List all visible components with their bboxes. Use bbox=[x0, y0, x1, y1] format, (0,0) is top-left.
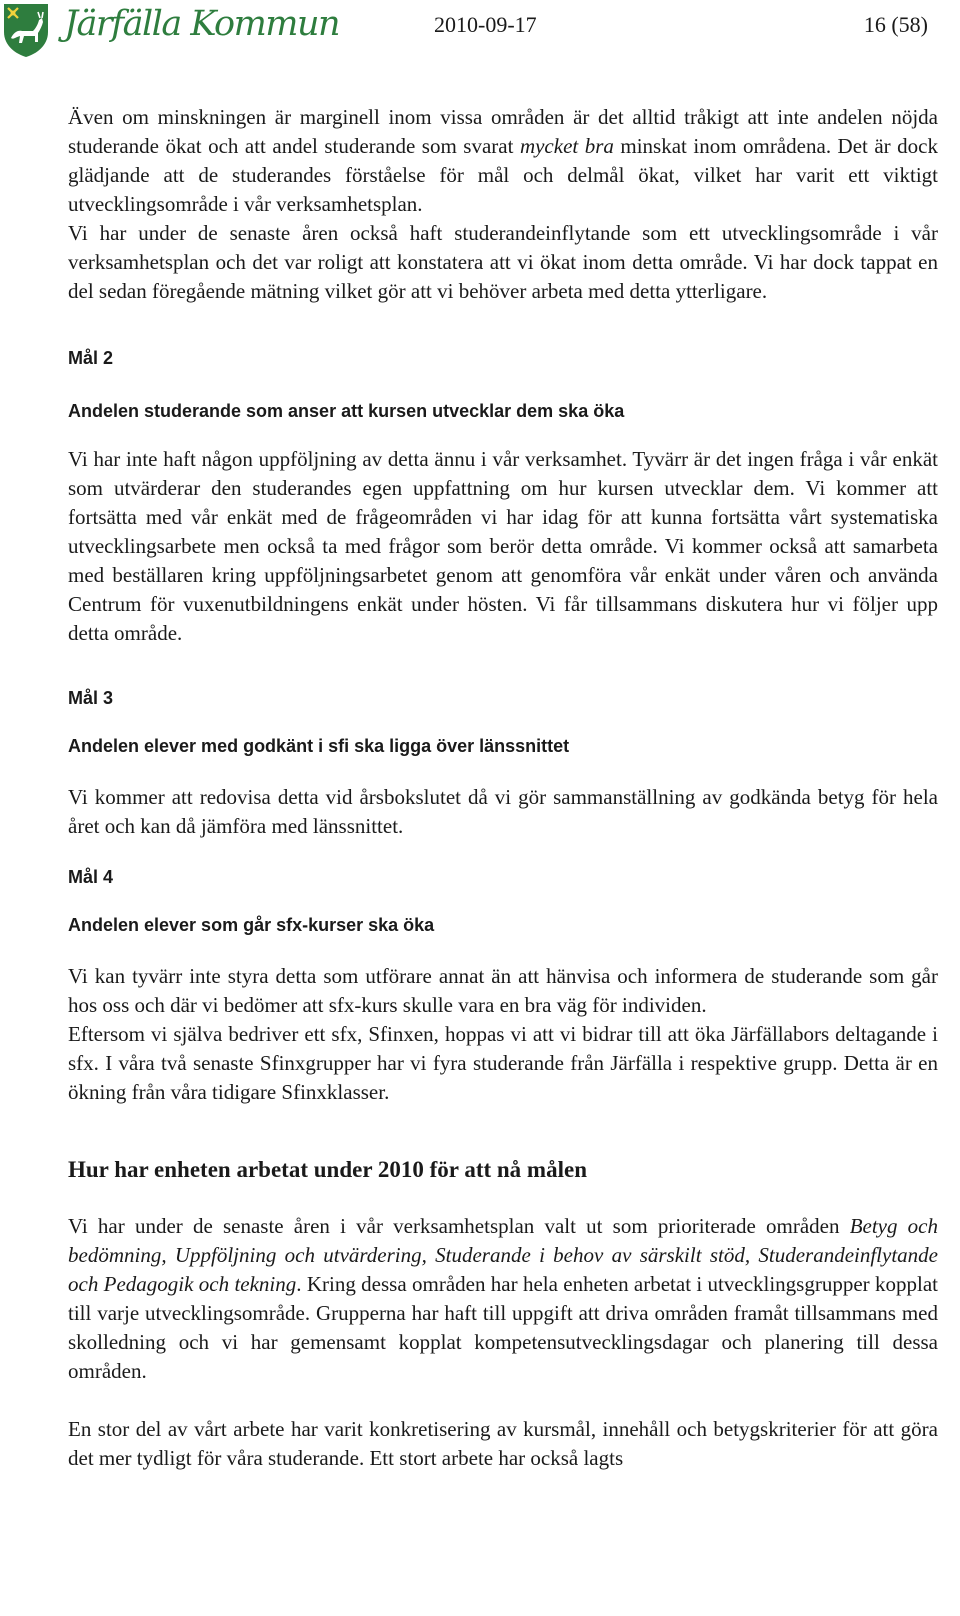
municipality-logo-text: Järfälla Kommun bbox=[64, 4, 340, 44]
intro-paragraph-1: Även om minskningen är marginell inom vissa områden är det alltid tråkigt att inte andelen nöjda studerande ökat och att andel studerande som svarat mycket bra minskat inom områdena. Det är dock glädjande att de studerandes förståelse för mål och delmål ökat, vilket har varit ett viktigt utvecklingsområde i vår verksamhetsplan. bbox=[68, 105, 938, 216]
section-heading: Hur har enheten arbetat under 2010 för att nå målen bbox=[68, 1157, 587, 1182]
municipal-crest-icon bbox=[2, 2, 50, 58]
goal-4-title: Andelen elever som går sfx-kurser ska öka bbox=[68, 915, 435, 935]
goal-2-title: Andelen studerande som anser att kursen utvecklar dem ska öka bbox=[68, 401, 625, 421]
document-body bbox=[68, 103, 938, 1473]
document-date: 2010-09-17 bbox=[434, 12, 537, 37]
goal-4-text-1: Vi kan tyvärr inte styra detta som utförare annat än att hänvisa och informera de studerande som går hos oss och där vi bedömer att sfx-kurs skulle vara en bra väg för individen. bbox=[68, 964, 938, 1017]
goal-3-label: Mål 3 bbox=[68, 688, 114, 708]
goal-2-label: Mål 2 bbox=[68, 348, 114, 368]
priority-areas-text: Betyg och bedömning, Uppföljning och utvärdering, Studerande i behov av särskilt stöd, Studerandeinflytande och Pedagogik och tekning bbox=[68, 1214, 939, 1296]
goal-4-label: Mål 4 bbox=[68, 867, 114, 887]
work-paragraph-2: En stor del av vårt arbete har varit konkretisering av kursmål, innehåll och betygskriterier för att göra det mer tydligt för våra studerande. Ett stort arbete har också lagts bbox=[68, 1417, 938, 1470]
emphasis-text: mycket bra bbox=[519, 134, 614, 158]
goal-3-text: Vi kommer att redovisa detta vid årsbokslutet då vi gör sammanställning av godkända betyg för hela året och kan då jämföra med länssnittet. bbox=[68, 785, 938, 838]
intro-paragraph-2: Vi har under de senaste åren också haft studerandeinflytande som ett utvecklingsområde i vår verksamhetsplan och det var roligt att konstatera att vi ökat inom detta område. Vi har dock tappat en del sedan föregående mätning vilket gör att vi behöver arbeta med detta ytterligare. bbox=[68, 221, 938, 303]
goal-4-text-2: Eftersom vi själva bedriver ett sfx, Sfinxen, hoppas vi att vi bidrar till att öka Järfällabors deltagande i sfx. I våra två senaste Sfinxgrupper har vi fyra studerande från Järfälla i respektive grupp. Detta är en ökning från våra tidigare Sfinxklasser. bbox=[68, 1022, 938, 1104]
goal-2-text: Vi har inte haft någon uppföljning av detta ännu i vår verksamhet. Tyvärr är det ingen fråga i vår enkät som utvärderar den studerandes egen uppfattning om hur kursen utvecklar dem. Vi kommer att fortsätta med vår enkät med de frågeområden vi har idag för att kunna fortsätta vårt systematiska utvecklingsarbete men också ta med frågor som berör detta område. Vi kommer också att samarbeta med beställaren kring uppföljningsarbetet genom att genomföra vår enkät under våren och använda Centrum för vuxenutbildningens enkät under hösten. Vi får tillsammans diskutera hur vi följer upp detta område. bbox=[68, 447, 938, 645]
work-paragraph-1: Vi har under de senaste åren i vår verksamhetsplan valt ut som prioriterade områden Betyg och bedömning, Uppföljning och utvärdering, Studerande i behov av särskilt stöd, Studerandeinflytande och Pedagogik och tekning. Kring dessa områden har hela enheten arbetat i utvecklingsgrupper kopplat till varje utvecklingsområde. Grupperna har haft till uppgift att driva områden framåt tillsammans med skolledning och vi har gemensamt kopplat kompetensutvecklingsdagar och planering till dessa områden. bbox=[68, 1214, 939, 1383]
goal-3-title: Andelen elever med godkänt i sfi ska ligga över länssnittet bbox=[68, 736, 570, 756]
page-header bbox=[0, 0, 960, 60]
page-number: 16 (58) bbox=[863, 12, 928, 37]
